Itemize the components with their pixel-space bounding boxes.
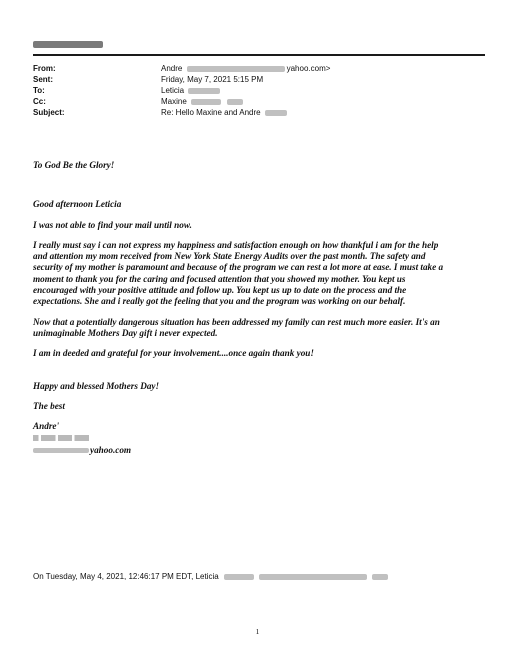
paragraph-grateful: I am in deeded and grateful for your involvement....once again thank you! — [33, 348, 314, 359]
page-number: 1 — [255, 627, 260, 636]
sent-value: Friday, May 7, 2021 5:15 PM — [161, 75, 264, 84]
to-row — [33, 85, 330, 96]
from-value — [161, 64, 330, 73]
from-row — [33, 63, 330, 74]
subject-row — [33, 107, 330, 118]
to-value — [161, 86, 222, 95]
quoted-reply-header — [33, 572, 388, 581]
mothers-day-line: Happy and blessed Mothers Day! — [33, 380, 160, 391]
to-label: To: — [33, 86, 45, 95]
subject-value — [161, 108, 289, 117]
paragraph-line: Now that a potentially dangerous situation has been addressed my family can rest much more easier. It's an — [33, 316, 440, 327]
paragraph-line: I really must say i can not express my happiness and satisfaction enough on how thankful i am for the help — [33, 239, 439, 250]
paragraph-line: and attention my mom received from New York State Energy Audits over the past month. The safety and — [33, 251, 426, 262]
redacted-email-local — [33, 448, 89, 453]
redacted-quote-extra — [372, 574, 388, 580]
paragraph-line: encouraged with your positive attitude and follow up. You kept us up to date on the process and the — [33, 285, 407, 296]
sent-label: Sent: — [33, 75, 53, 84]
paragraph-line: moment to thank you for the caring and focused attention that you showed my mother. You kept us — [33, 273, 406, 284]
closing: The best — [33, 400, 65, 411]
redacted-cc — [191, 99, 221, 105]
cc-row — [33, 96, 330, 107]
signature-email-domain: yahoo.com — [90, 444, 132, 455]
header-rule — [33, 54, 485, 56]
paragraph-intro: I was not able to find your mail until now. — [33, 219, 192, 230]
signature-email — [33, 444, 488, 456]
redacted-surname — [188, 88, 220, 94]
redacted-phone — [33, 435, 89, 441]
email-header — [33, 63, 330, 118]
paragraph-safety — [33, 317, 488, 340]
greeting: Good afternoon Leticia — [33, 199, 122, 210]
cc-name: Maxine — [161, 97, 187, 106]
from-label: From: — [33, 64, 56, 73]
from-domain: yahoo.com> — [286, 64, 331, 73]
signature-phone — [33, 432, 488, 444]
cc-label: Cc: — [33, 97, 46, 106]
signature-name: Andre' — [33, 421, 60, 432]
redacted-quote-email — [259, 574, 367, 580]
paragraph-thanks — [33, 240, 488, 308]
quoted-header-text: On Tuesday, May 4, 2021, 12:46:17 PM EDT, Leticia — [33, 572, 219, 581]
redacted-quote-name — [224, 574, 254, 580]
subject-label: Subject: — [33, 108, 65, 117]
paragraph-line: expectations. She and i really got the feeling that you and the program was working on our behalf. — [33, 296, 406, 307]
paragraph-line: security of my mother is paramount and because of the program we can rest a lot more at ease. I must take a — [33, 262, 444, 273]
paragraph-line: unimaginable Mothers Day gift i never expected. — [33, 327, 218, 338]
redacted-cc-2 — [227, 99, 243, 105]
email-body — [33, 160, 488, 456]
redacted-subject — [265, 110, 287, 116]
from-name: Andre — [161, 64, 183, 73]
opening-line: To God Be the Glory! — [33, 160, 115, 170]
to-name: Leticia — [161, 86, 185, 95]
redacted-name — [33, 41, 103, 48]
printed-sender-name — [33, 40, 103, 49]
subject-text: Re: Hello Maxine and Andre — [161, 108, 261, 117]
redacted-email — [187, 66, 285, 72]
sent-row — [33, 74, 330, 85]
cc-value — [161, 97, 245, 106]
